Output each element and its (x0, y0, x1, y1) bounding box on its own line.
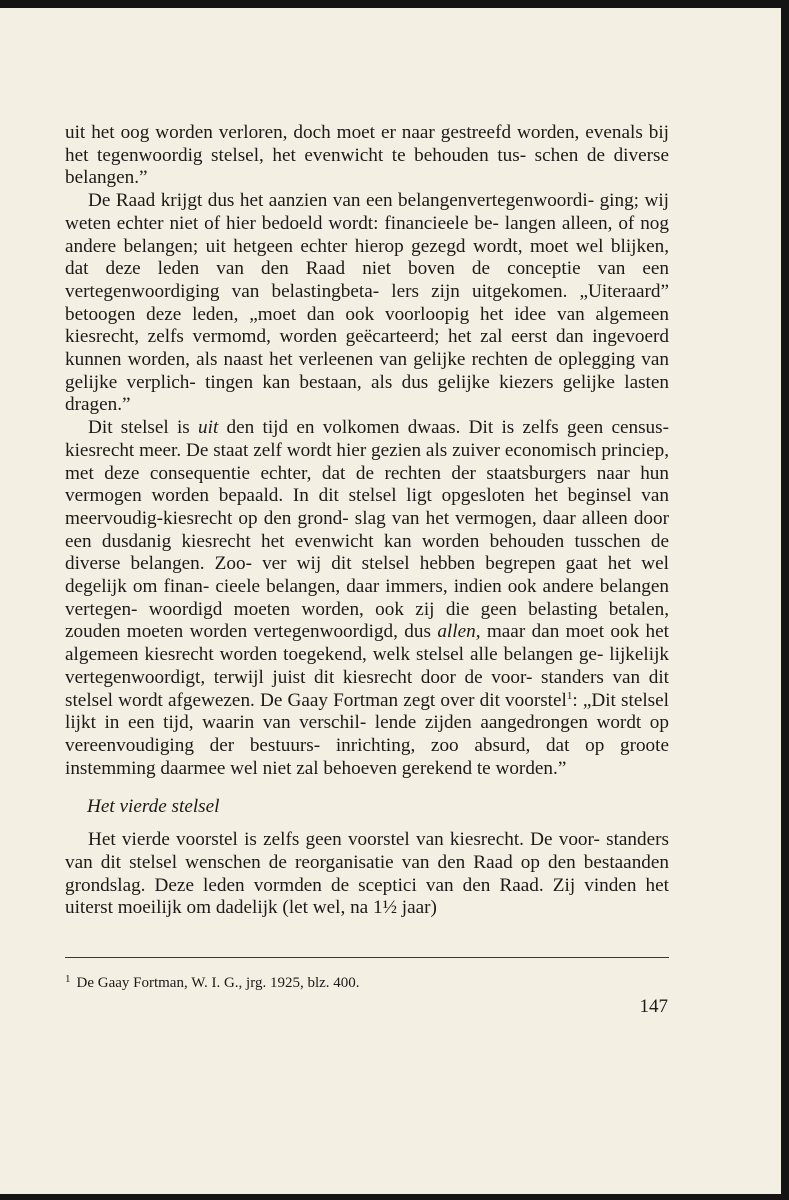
footnote-reference: 1 (566, 689, 573, 702)
text-run: : „Dit stelsel lijkt in een tijd, waarin van verschil- lende zijden aangedrongen wordt op vereenvoudiging der bestuurs- inrichting, zoo absurd, dat op groote instemming daarmee wel niet zal behoeven gerekend te worden.” (65, 689, 669, 779)
section-heading: Het vierde stelsel (87, 796, 220, 818)
footnote-mark: 1 (65, 973, 71, 985)
paragraph: uit het oog worden verloren, doch moet er naar gestreefd worden, evenals bij het tegenwoordig stelsel, het evenwicht te behouden tus- schen de diverse belangen.” (65, 122, 669, 189)
page-number: 147 (639, 996, 668, 1017)
footnote (65, 970, 669, 992)
text-run: Dit stelsel is (88, 417, 199, 439)
book-page (0, 8, 781, 1194)
paragraph (65, 417, 669, 780)
body-text (65, 122, 669, 920)
text-run: maar dan moet ook het algemeen kiesrecht worden toegekend, welk stelsel alle belangen ge- lijkelijk vertegenwoordigt, terwijl juist dit kiesrecht door de voor- standers van dit stelsel wordt afgewezen. De Gaay Fortman zegt over dit voorstel (65, 621, 669, 711)
emphasis-uit: uit (198, 417, 219, 439)
emphasis-allen: allen, (437, 621, 481, 643)
text-run: den tijd en volkomen dwaas. Dit is zelfs geen census-kiesrecht meer. De staat zelf wordt hier gezien als zuiver economisch princiep, met deze consequentie echter, dat de rechten der staatsburgers naar hun vermogen worden bepaald. In dit stelsel ligt opgesloten het beginsel van meervoudig-kiesrecht op den grond- slag van het vermogen, daar alleen door een dusdanig kiesrecht het evenwicht kan worden behouden tusschen de diverse belangen. Zoo- ver wij dit stelsel hebben begrepen gaat het wel degelijk om finan- cieele belangen, daar immers, indien ook andere belangen vertegen- woordigd moeten worden, ook zij die geen belasting betalen, zouden moeten worden vertegenwoordigd, dus (65, 417, 669, 643)
footnote-divider (65, 957, 669, 958)
paragraph: De Raad krijgt dus het aanzien van een belangenvertegenwoordi- ging; wij weten echter niet of hier bedoeld wordt: financieele be- langen alleen, of nog andere belangen; uit hetgeen echter hierop gezegd wordt, moet wel blijken, dat deze leden van den Raad niet boven de conceptie van een vertegenwoordiging van belastingbeta- lers zijn uitgekomen. „Uiteraard” betoogen deze leden, „moet dan ook voorloopig het idee van algemeen kiesrecht, zelfs vermomd, worden geëcarteerd; het zal eerst dan ingevoerd kunnen worden, als naast het verleenen van gelijke rechten de oplegging van gelijke verplich- tingen kan bestaan, als dus gelijke kiezers gelijke lasten dragen.” (65, 190, 669, 416)
footnote-text: De Gaay Fortman, W. I. G., jrg. 1925, blz. 400. (76, 975, 360, 991)
paragraph: Het vierde voorstel is zelfs geen voorstel van kiesrecht. De voor- standers van dit stelsel wenschen de reorganisatie van den Raad op den bestaanden grondslag. Deze leden vormden de sceptici van den Raad. Zij vinden het uiterst moeilijk om dadelijk (let wel, na 1½ jaar) (65, 829, 669, 919)
